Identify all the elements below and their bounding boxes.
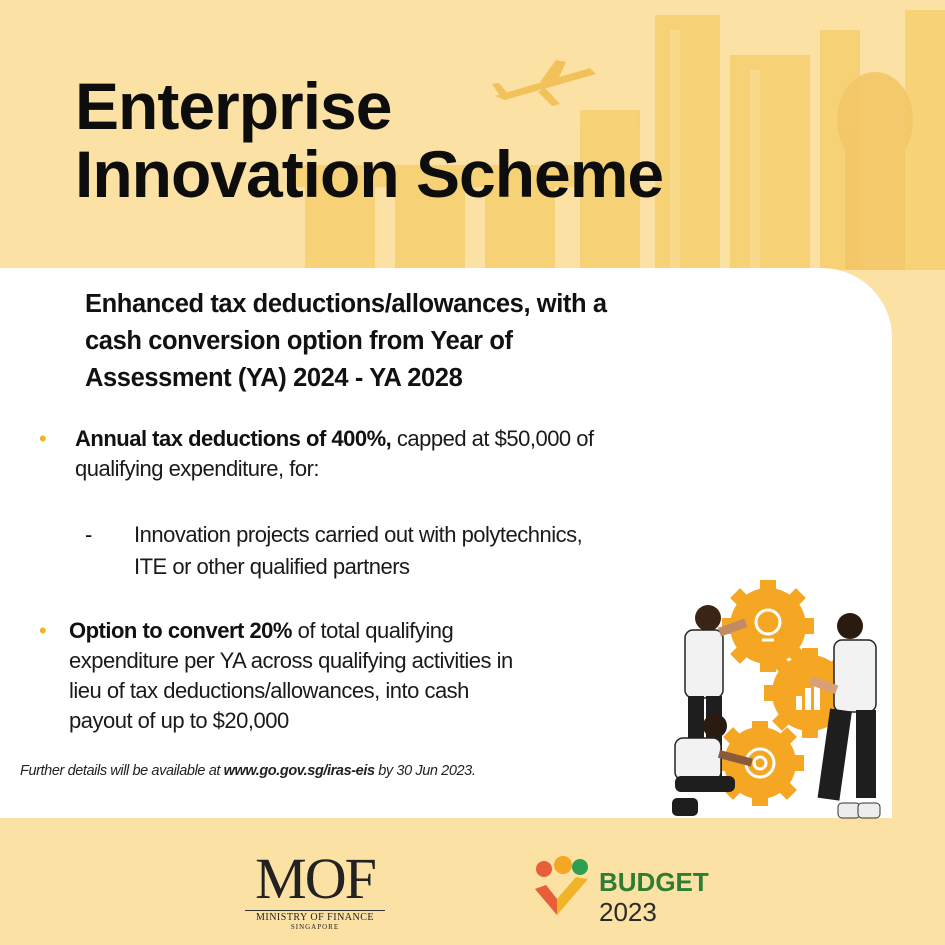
merlion-icon <box>837 72 913 270</box>
page-title <box>75 69 664 211</box>
mof-logo <box>245 846 385 931</box>
bullet1-bold: Annual tax deductions of 400%, <box>75 426 392 451</box>
bullet2-line-2: expenditure per YA across qualifying activities in <box>69 648 513 673</box>
subtitle-line-1: Enhanced tax deductions/allowances, with a <box>85 290 607 318</box>
footnote-pre: Further details will be available at <box>20 763 224 779</box>
bullet2-rest: of total qualifying <box>291 618 454 643</box>
footnote-post: by 30 Jun 2023. <box>374 763 476 779</box>
sub-item-innovation-projects <box>134 519 582 583</box>
bullet1-rest: capped at $50,000 of <box>391 426 594 451</box>
subtitle-line-2: cash conversion option from Year of <box>85 327 513 355</box>
budget-logo-mark <box>530 855 595 927</box>
sub-item-line-1: Innovation projects carried out with polytechnics, <box>134 522 583 547</box>
mof-logo-name: MINISTRY OF FINANCE <box>245 910 385 923</box>
bullet-dot: • <box>39 426 47 451</box>
bullet-dot: • <box>39 618 47 643</box>
bullet-cash-conversion <box>39 616 513 736</box>
sub-item-dash: - <box>85 522 93 547</box>
sub-item-line-2: ITE or other qualified partners <box>134 554 410 579</box>
gear-icon <box>716 721 804 806</box>
budget-logo-word: BUDGET <box>599 867 709 897</box>
gears-illustration <box>660 578 900 828</box>
title-line-1: Enterprise <box>75 69 392 143</box>
bullet2-line-3: lieu of tax deductions/allowances, into cash <box>69 678 469 703</box>
title-line-2: Innovation Scheme <box>75 137 664 211</box>
mof-logo-country: SINGAPORE <box>290 923 340 931</box>
bullet1-line-2: qualifying expenditure, for: <box>75 456 320 481</box>
bullet2-bold: Option to convert 20% <box>69 618 292 643</box>
footnote <box>20 763 475 779</box>
bullet2-line-4: payout of up to $20,000 <box>69 708 289 733</box>
budget-logo-year: 2023 <box>599 897 657 927</box>
footnote-link[interactable]: www.go.gov.sg/iras-eis <box>223 763 375 779</box>
subtitle-line-3: Assessment (YA) 2024 - YA 2028 <box>85 364 463 392</box>
mof-logo-mark: MOF <box>255 846 375 911</box>
subtitle <box>85 286 745 397</box>
bullet-annual-deductions <box>39 424 594 484</box>
